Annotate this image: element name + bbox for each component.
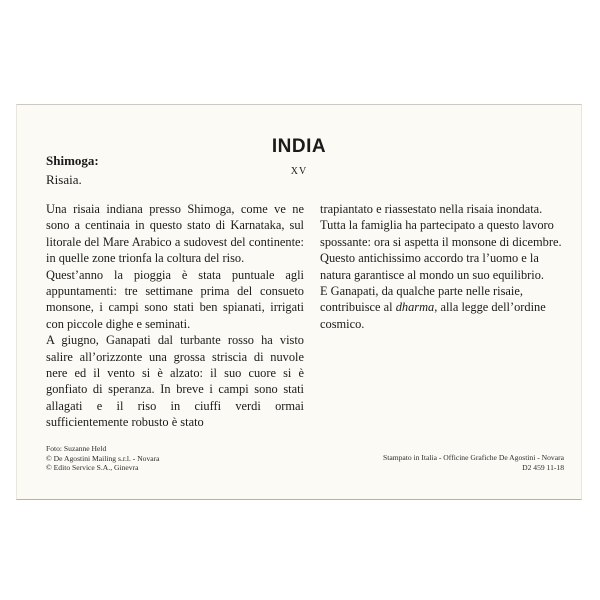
printer-info bbox=[383, 453, 564, 472]
credit-line: © Edito Service S.A., Ginevra bbox=[46, 463, 139, 472]
postcard-back bbox=[16, 104, 582, 500]
product-code: D2 459 11-18 bbox=[522, 462, 564, 472]
paragraph: Tutta la famiglia ha partecipato a questo lavoro spossante: ora si aspetta il monsone di dicembre. bbox=[320, 218, 562, 249]
credit-line: © De Agostini Mailing s.r.l. - Novara bbox=[46, 453, 160, 463]
paragraph-text: E Ganapati, da qualche parte nelle risaie, contribuisce al bbox=[320, 284, 523, 315]
paragraph: Questo antichissimo accordo tra l’uomo e la natura garantisce al mondo un suo equilibrio. bbox=[320, 251, 545, 282]
place-heading: Shimoga: bbox=[46, 153, 99, 168]
paragraph: A giugno, Ganapati dal turbante rosso ha visto salire all’orizzonte una grossa striscia di nuvole nere ed il vento si è alzato: il suo cuore si è gonfiato di speranza. In breve i campi sono stati allagati e il riso in ciuffi verdi ormai sufficientemente robusto è stato bbox=[46, 333, 304, 430]
paragraph: Una risaia indiana presso Shimoga, come ve ne sono a centinaia in questo stato di Karnataka, sul litorale del Mare Arabico a sudovest del continente: in quelle zone trionfa la coltura del riso. bbox=[46, 202, 304, 266]
right-text-column bbox=[320, 201, 568, 332]
left-text-column bbox=[46, 201, 304, 431]
paragraph-text: , alla legge dell’ordine cosmico. bbox=[320, 300, 546, 331]
photo-credits bbox=[46, 444, 160, 473]
paragraph bbox=[320, 283, 568, 332]
printer-line: Stampato in Italia - Officine Grafiche De Agostini - Novara bbox=[383, 453, 564, 462]
card-title: INDIA bbox=[271, 136, 327, 157]
subject-subheading: Risaia. bbox=[46, 172, 82, 187]
paragraph: Quest’anno la pioggia è stata puntuale agli appuntamenti: tre settimane prima del consueto monsone, i campi sono stati ben spianati, irrigati con piccole dighe e seminati. bbox=[46, 267, 304, 331]
paragraph: trapiantato e riassestato nella risaia inondata. bbox=[320, 202, 543, 216]
credit-line: Foto: Suzanne Held bbox=[46, 444, 107, 453]
dharma-term: dharma bbox=[395, 300, 435, 315]
card-number: XV bbox=[290, 166, 308, 177]
